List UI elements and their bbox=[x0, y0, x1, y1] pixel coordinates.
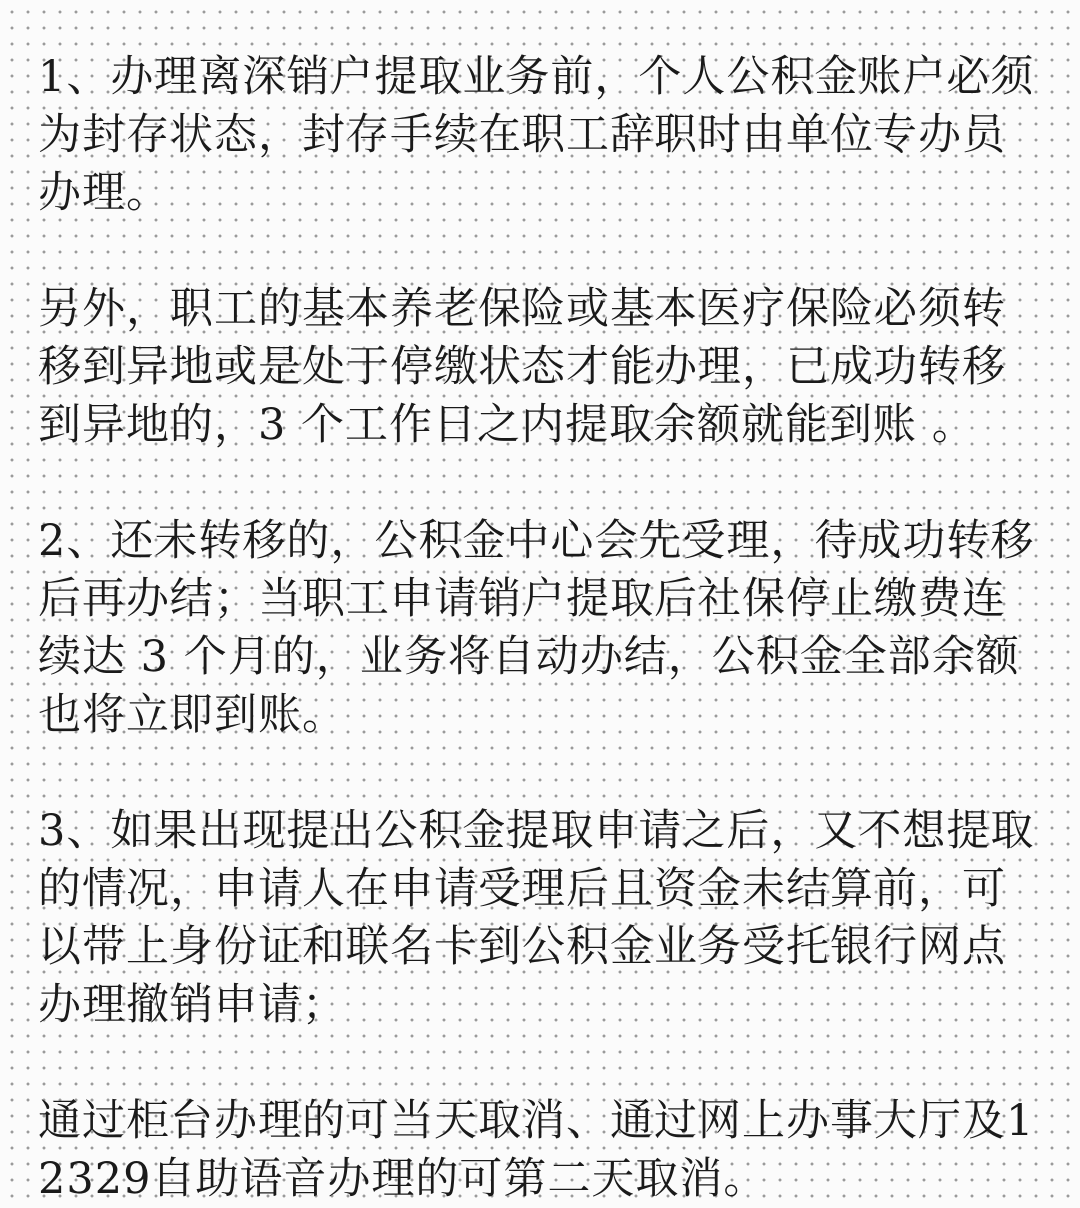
paragraph-1: 1、办理离深销户提取业务前，个人公积金账户必须为封存状态，封存手续在职工辞职时由单位专办员办理。 bbox=[38, 52, 1035, 218]
paragraph-4: 3、如果出现提出公积金提取申请之后，又不想提取的情况，申请人在申请受理后且资金未结算前，可以带上身份证和联名卡到公积金业务受托银行网点办理撤销申请； bbox=[38, 806, 1035, 1030]
paragraph-5: 通过柜台办理的可当天取消、通过网上办事大厅及12329自助语音办理的可第二天取消。 bbox=[38, 1096, 1035, 1204]
paragraph-spacer bbox=[38, 744, 1046, 802]
paragraph-spacer bbox=[38, 1034, 1046, 1092]
paragraph-3: 2、还未转移的，公积金中心会先受理，待成功转移后再办结；当职工申请销户提取后社保停止缴费连续达 3 个月的，业务将自动办结，公积金全部余额也将立即到账。 bbox=[38, 516, 1035, 740]
paragraph-spacer bbox=[38, 222, 1046, 280]
paragraph-2: 另外，职工的基本养老保险或基本医疗保险必须转移到异地或是处于停缴状态才能办理，已成功转移到异地的，3 个工作日之内提取余额就能到账 。 bbox=[38, 284, 1006, 450]
paragraph-spacer bbox=[38, 454, 1046, 512]
